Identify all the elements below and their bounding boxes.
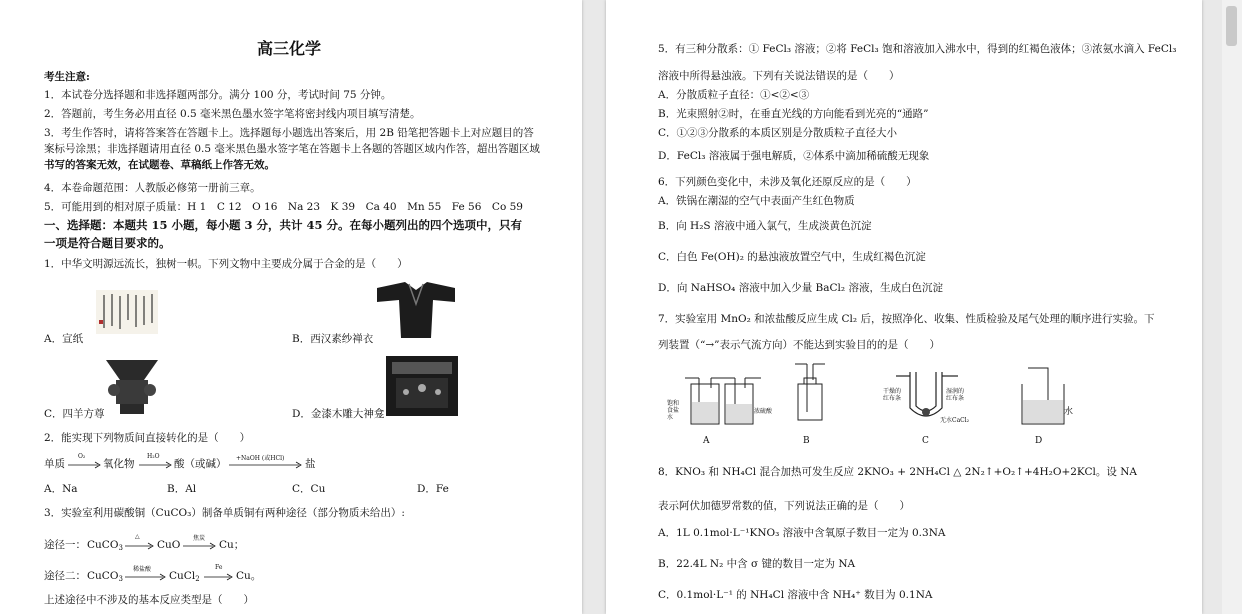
apparatus-a-label: A bbox=[703, 436, 710, 446]
q2-option-a: A．Na bbox=[44, 483, 78, 495]
question-1: 1．中华文明源远流长，独树一帜。下列文物中主要成分属于合金的是（ ） bbox=[44, 258, 408, 270]
q3-route-2-end: Cu。 bbox=[236, 570, 262, 582]
q3-question-tail: 上述途径中不涉及的基本反应类型是（ ） bbox=[44, 594, 254, 606]
apparatus-c-dry-label: 干燥的红布条 bbox=[883, 388, 902, 402]
q2-arrow-2-label: H₂O bbox=[147, 453, 160, 460]
q2-option-d: D．Fe bbox=[417, 483, 449, 495]
section-1-heading-cont: 一项是符合题目要求的。 bbox=[44, 236, 171, 250]
silk-robe-image bbox=[375, 280, 457, 340]
note-3a: 3．考生作答时，请将答案答在答题卡上。选择题每小题选出答案后，用 2B 铅笔把答题卡上对应题目的答 bbox=[44, 127, 534, 139]
xuan-paper-image bbox=[96, 290, 158, 334]
q8-option-c: C．0.1mol·L⁻¹ 的 NH₄Cl 溶液中含 NH₄⁺ 数目为 0.1NA bbox=[658, 589, 933, 601]
scrollbar-thumb[interactable] bbox=[1226, 6, 1237, 46]
q6-option-c: C．白色 Fe(OH)₂ 的悬浊液放置空气中，生成红褐色沉淀 bbox=[658, 251, 926, 263]
section-1-heading: 一、选择题：本题共 15 小题，每小题 3 分，共计 45 分。在每小题列出的四个选项中，只有 bbox=[44, 218, 523, 232]
q3-route-2-start: CuCO$_3$ bbox=[87, 570, 123, 583]
q2-arrow-3-label: +NaOH (或HCl) bbox=[236, 455, 285, 462]
apparatus-c-cacl2-label: 无水CaCl₂ bbox=[940, 417, 970, 424]
q3-heat-label: △ bbox=[135, 533, 140, 540]
q3-route-1-end: Cu； bbox=[219, 539, 245, 551]
q3-fe-label: Fe bbox=[215, 564, 223, 571]
question-2: 2．能实现下列物质间直接转化的是（ ） bbox=[44, 432, 251, 444]
note-3c: 书写的答案无效，在试题卷、草稿纸上作答无效。 bbox=[44, 159, 275, 171]
q5-option-d: D．FeCl₃ 溶液属于强电解质，②体系中滴加稀硫酸无现象 bbox=[658, 150, 930, 162]
q2-chain-oxide: 氧化物 bbox=[103, 458, 135, 470]
question-8-line-2: 表示阿伏加德罗常数的值，下列说法正确的是（ ） bbox=[658, 500, 910, 512]
page-title: 高三化学 bbox=[257, 39, 322, 58]
note-3b: 案标号涂黑；非选择题请用直径 0.5 毫米黑色墨水签字笔在答题卡上各题的答题区域内作答，超出答题区域 bbox=[44, 143, 540, 155]
q3-route-2-mid: CuCl$_2$ bbox=[169, 570, 200, 583]
q2-chain-elem: 单质 bbox=[44, 458, 65, 470]
q2-option-c: C．Cu bbox=[292, 483, 326, 495]
apparatus-d bbox=[1018, 366, 1072, 426]
note-1: 1．本试卷分选择题和非选择题两部分。满分 100 分，考试时间 75 分钟。 bbox=[44, 89, 392, 101]
q5-option-b: B．光束照射②时，在垂直光线的方向能看到光亮的“通路” bbox=[658, 108, 929, 120]
vertical-scrollbar[interactable] bbox=[1222, 0, 1242, 614]
apparatus-b-label: B bbox=[803, 436, 810, 446]
four-goat-square-zun-image bbox=[104, 358, 160, 416]
q3-coke-label: 焦炭 bbox=[193, 535, 206, 542]
q6-option-b: B．向 H₂S 溶液中通入氯气，生成淡黄色沉淀 bbox=[658, 220, 872, 232]
question-5-line-1: 5．有三种分散系：① FeCl₃ 溶液；②将 FeCl₃ 饱和溶液加入沸水中，得到的红褐色液体；③浓氨水滴入 FeCl₃ bbox=[658, 43, 1177, 55]
q2-chain-salt: 盐 bbox=[305, 458, 316, 470]
q3-route-1-label: 途径一： bbox=[44, 539, 86, 551]
left-page bbox=[0, 0, 582, 614]
q6-option-d: D．向 NaHSO₄ 溶液中加入少量 BaCl₂ 溶液，生成白色沉淀 bbox=[658, 282, 943, 294]
q1-option-d: D．金漆木雕大神龛 bbox=[292, 408, 385, 420]
apparatus-c-label: C bbox=[922, 436, 929, 446]
note-4: 4．本卷命题范围：人教版必修第一册前三章。 bbox=[44, 182, 261, 194]
q3-route-2-label: 途径二： bbox=[44, 570, 86, 582]
q6-option-a: A．铁锅在潮湿的空气中表面产生红色物质 bbox=[658, 195, 855, 207]
q3-route-1-start: CuCO$_3$ bbox=[87, 539, 123, 552]
question-8-line-1: 8．KNO₃ 和 NH₄Cl 混合加热可发生反应 2KNO₃ + 2NH₄Cl △ 2N₂↑+O₂↑+4H₂O+2KCl。设 NA bbox=[658, 466, 1137, 478]
gilded-shrine-image bbox=[386, 356, 458, 416]
q2-option-b: B．Al bbox=[167, 483, 197, 495]
q8-option-b: B．22.4L N₂ 中含 σ 键的数目一定为 NA bbox=[658, 558, 856, 570]
apparatus-a-left-label: 饱和食盐水 bbox=[667, 400, 680, 421]
apparatus-a-right-label: 浓硫酸 bbox=[754, 408, 773, 415]
q2-arrow-1-label: O₂ bbox=[78, 453, 86, 460]
q8-option-a: A．1L 0.1mol·L⁻¹KNO₃ 溶液中含氧原子数目一定为 0.3NA bbox=[658, 527, 946, 539]
question-7-line-2: 列装置（“→”表示气流方向）不能达到实验目的的是（ ） bbox=[658, 339, 941, 351]
right-page bbox=[606, 0, 1202, 614]
notice-heading: 考生注意: bbox=[44, 71, 90, 83]
q3-hcl-label: 稀盐酸 bbox=[133, 566, 152, 573]
q3-route-1-mid: CuO bbox=[157, 539, 181, 551]
q1-option-c: C．四羊方尊 bbox=[44, 408, 105, 420]
question-6: 6．下列颜色变化中，未涉及氧化还原反应的是（ ） bbox=[658, 176, 917, 188]
note-5: 5．可能用到的相对原子质量：H 1 C 12 O 16 Na 23 K 39 Ca 40 Mn 55 Fe 56 Co 59 bbox=[44, 201, 523, 213]
apparatus-d-label: D bbox=[1035, 436, 1043, 446]
question-7-line-1: 7．实验室用 MnO₂ 和浓盐酸反应生成 Cl₂ 后，按照净化、收集、性质检验及尾气处理的顺序进行实验。下 bbox=[658, 313, 1155, 325]
note-2: 2．答题前，考生务必用直径 0.5 毫米黑色墨水签字笔将密封线内项目填写清楚。 bbox=[44, 108, 421, 120]
q2-chain-acid: 酸（或碱） bbox=[174, 458, 227, 470]
apparatus-d-water-label: 水 bbox=[1064, 407, 1074, 417]
q1-option-b: B．西汉素纱禅衣 bbox=[292, 333, 374, 345]
q5-option-a: A．分散质粒子直径：①<②<③ bbox=[658, 89, 810, 101]
question-3: 3．实验室利用碳酸铜（CuCO₃）制备单质铜有两种途径（部分物质未给出）: bbox=[44, 507, 405, 519]
q1-option-a: A．宣纸 bbox=[44, 333, 84, 345]
apparatus-b bbox=[790, 362, 830, 424]
apparatus-c-wet-label: 湿润的红布条 bbox=[946, 388, 965, 402]
question-5-line-2: 溶液中所得悬浊液。下列有关说法错误的是（ ） bbox=[658, 70, 900, 82]
q5-option-c: C．①②③分散系的本质区别是分散质粒子直径大小 bbox=[658, 127, 898, 139]
